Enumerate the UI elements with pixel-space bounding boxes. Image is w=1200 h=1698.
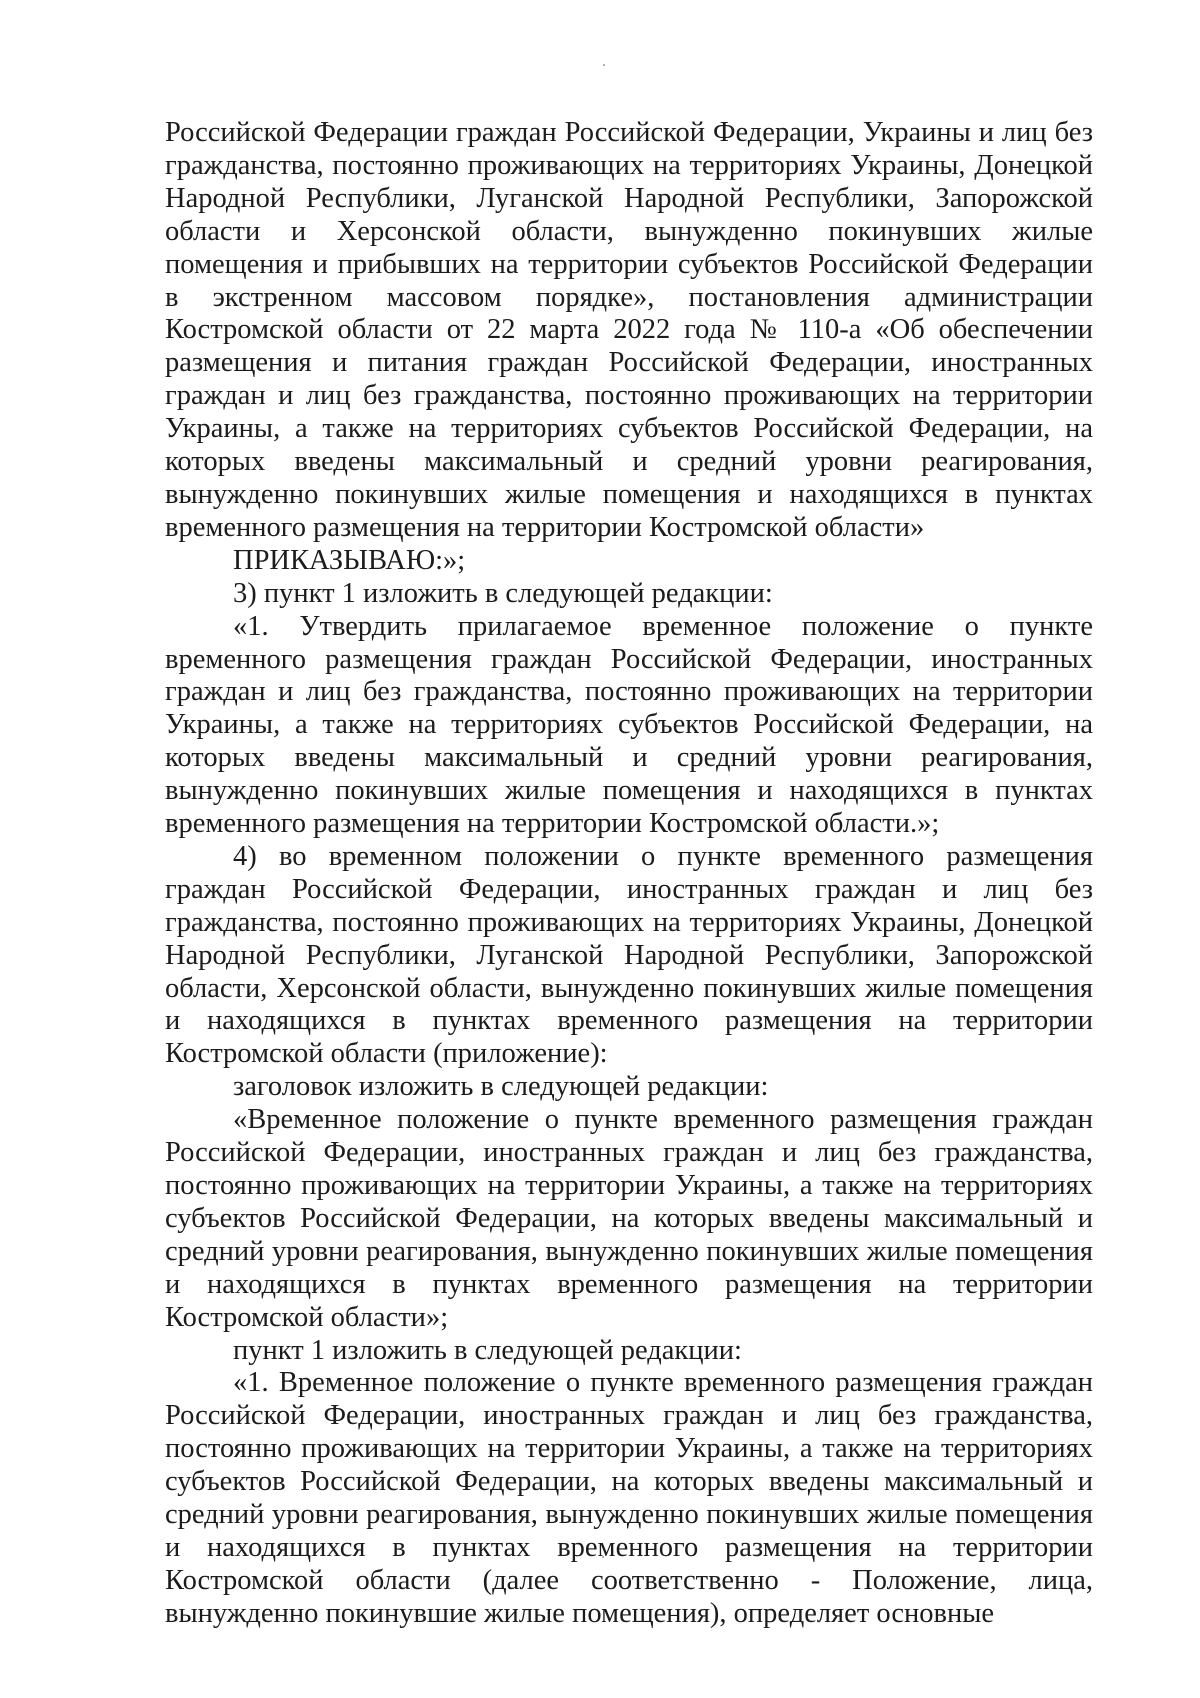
paragraph-title-text: «Временное положение о пункте временного размещения граждан Российской Федерации, иностранных граждан и лиц без гражданства, постоянно проживающих на территории Украины, а также на территориях субъектов Российской Федерации, на которых введены максимальный и средний уровни реагирования, вынужденно покинувших жилые помещения и находящихся в пунктах временного размещения на территории Костромской области»; bbox=[165, 1104, 1093, 1333]
paragraph-continuation: Российской Федерации граждан Российской Федерации, Украины и лиц без гражданства, постоянно проживающих на территориях Украины, Донецкой Народной Республики, Луганской Народной Республики, Запорожской области и Херсонской области, вынужденно покинувших жилые помещения и прибывших на территории субъектов Российской Федерации в экстренном массовом порядке», постановления администрации Костромской области от 22 марта 2022 года № 110-а «Об обеспечении размещения и питания граждан Российской Федерации, иностранных граждан и лиц без гражданства, постоянно проживающих на территории Украины, а также на территориях субъектов Российской Федерации, на которых введены максимальный и средний уровни реагирования, вынужденно покинувших жилые помещения и находящихся в пунктах временного размещения на территории Костромской области» bbox=[165, 117, 1093, 543]
paragraph-item-4: 4) во временном положении о пункте временного размещения граждан Российской Федерации, иностранных граждан и лиц без гражданства, постоянно проживающих на территориях Украины, Донецкой Народной Республики, Луганской Народной Республики, Запорожской области, Херсонской области, вынужденно покинувших жилые помещения и находящихся в пунктах временного размещения на территории Костромской области (приложение): bbox=[165, 840, 1093, 1070]
paragraph-point-1-intro: пункт 1 изложить в следующей редакции: bbox=[233, 1334, 742, 1366]
document-page bbox=[165, 117, 1093, 1631]
paragraph-order: ПРИКАЗЫВАЮ:»; bbox=[233, 544, 466, 576]
paragraph-item-3-text: «1. Утвердить прилагаемое временное положение о пункте временного размещения граждан Российской Федерации, иностранных граждан и лиц без гражданства, постоянно проживающих на территории Украины, а также на территориях субъектов Российской Федерации, на которых введены максимальный и средний уровни реагирования, вынужденно покинувших жилые помещения и находящихся в пунктах временного размещения на территории Костромской области.»; bbox=[165, 610, 1093, 840]
paragraph-point-1-text: «1. Временное положение о пункте временного размещения граждан Российской Федерации, иностранных граждан и лиц без гражданства, постоянно проживающих на территории Украины, а также на территориях субъектов Российской Федерации, на которых введены максимальный и средний уровни реагирования, вынужденно покинувших жилые помещения и находящихся в пунктах временного размещения на территории Костромской области (далее соответственно - Положение, лица, вынужденно покинувшие жилые помещения), определяет основные bbox=[165, 1367, 1093, 1629]
paragraph-title-intro: заголовок изложить в следующей редакции: bbox=[233, 1071, 769, 1103]
scan-speck-top bbox=[603, 64, 605, 66]
paragraph-item-3: 3) пункт 1 изложить в следующей редакции: bbox=[233, 577, 773, 609]
